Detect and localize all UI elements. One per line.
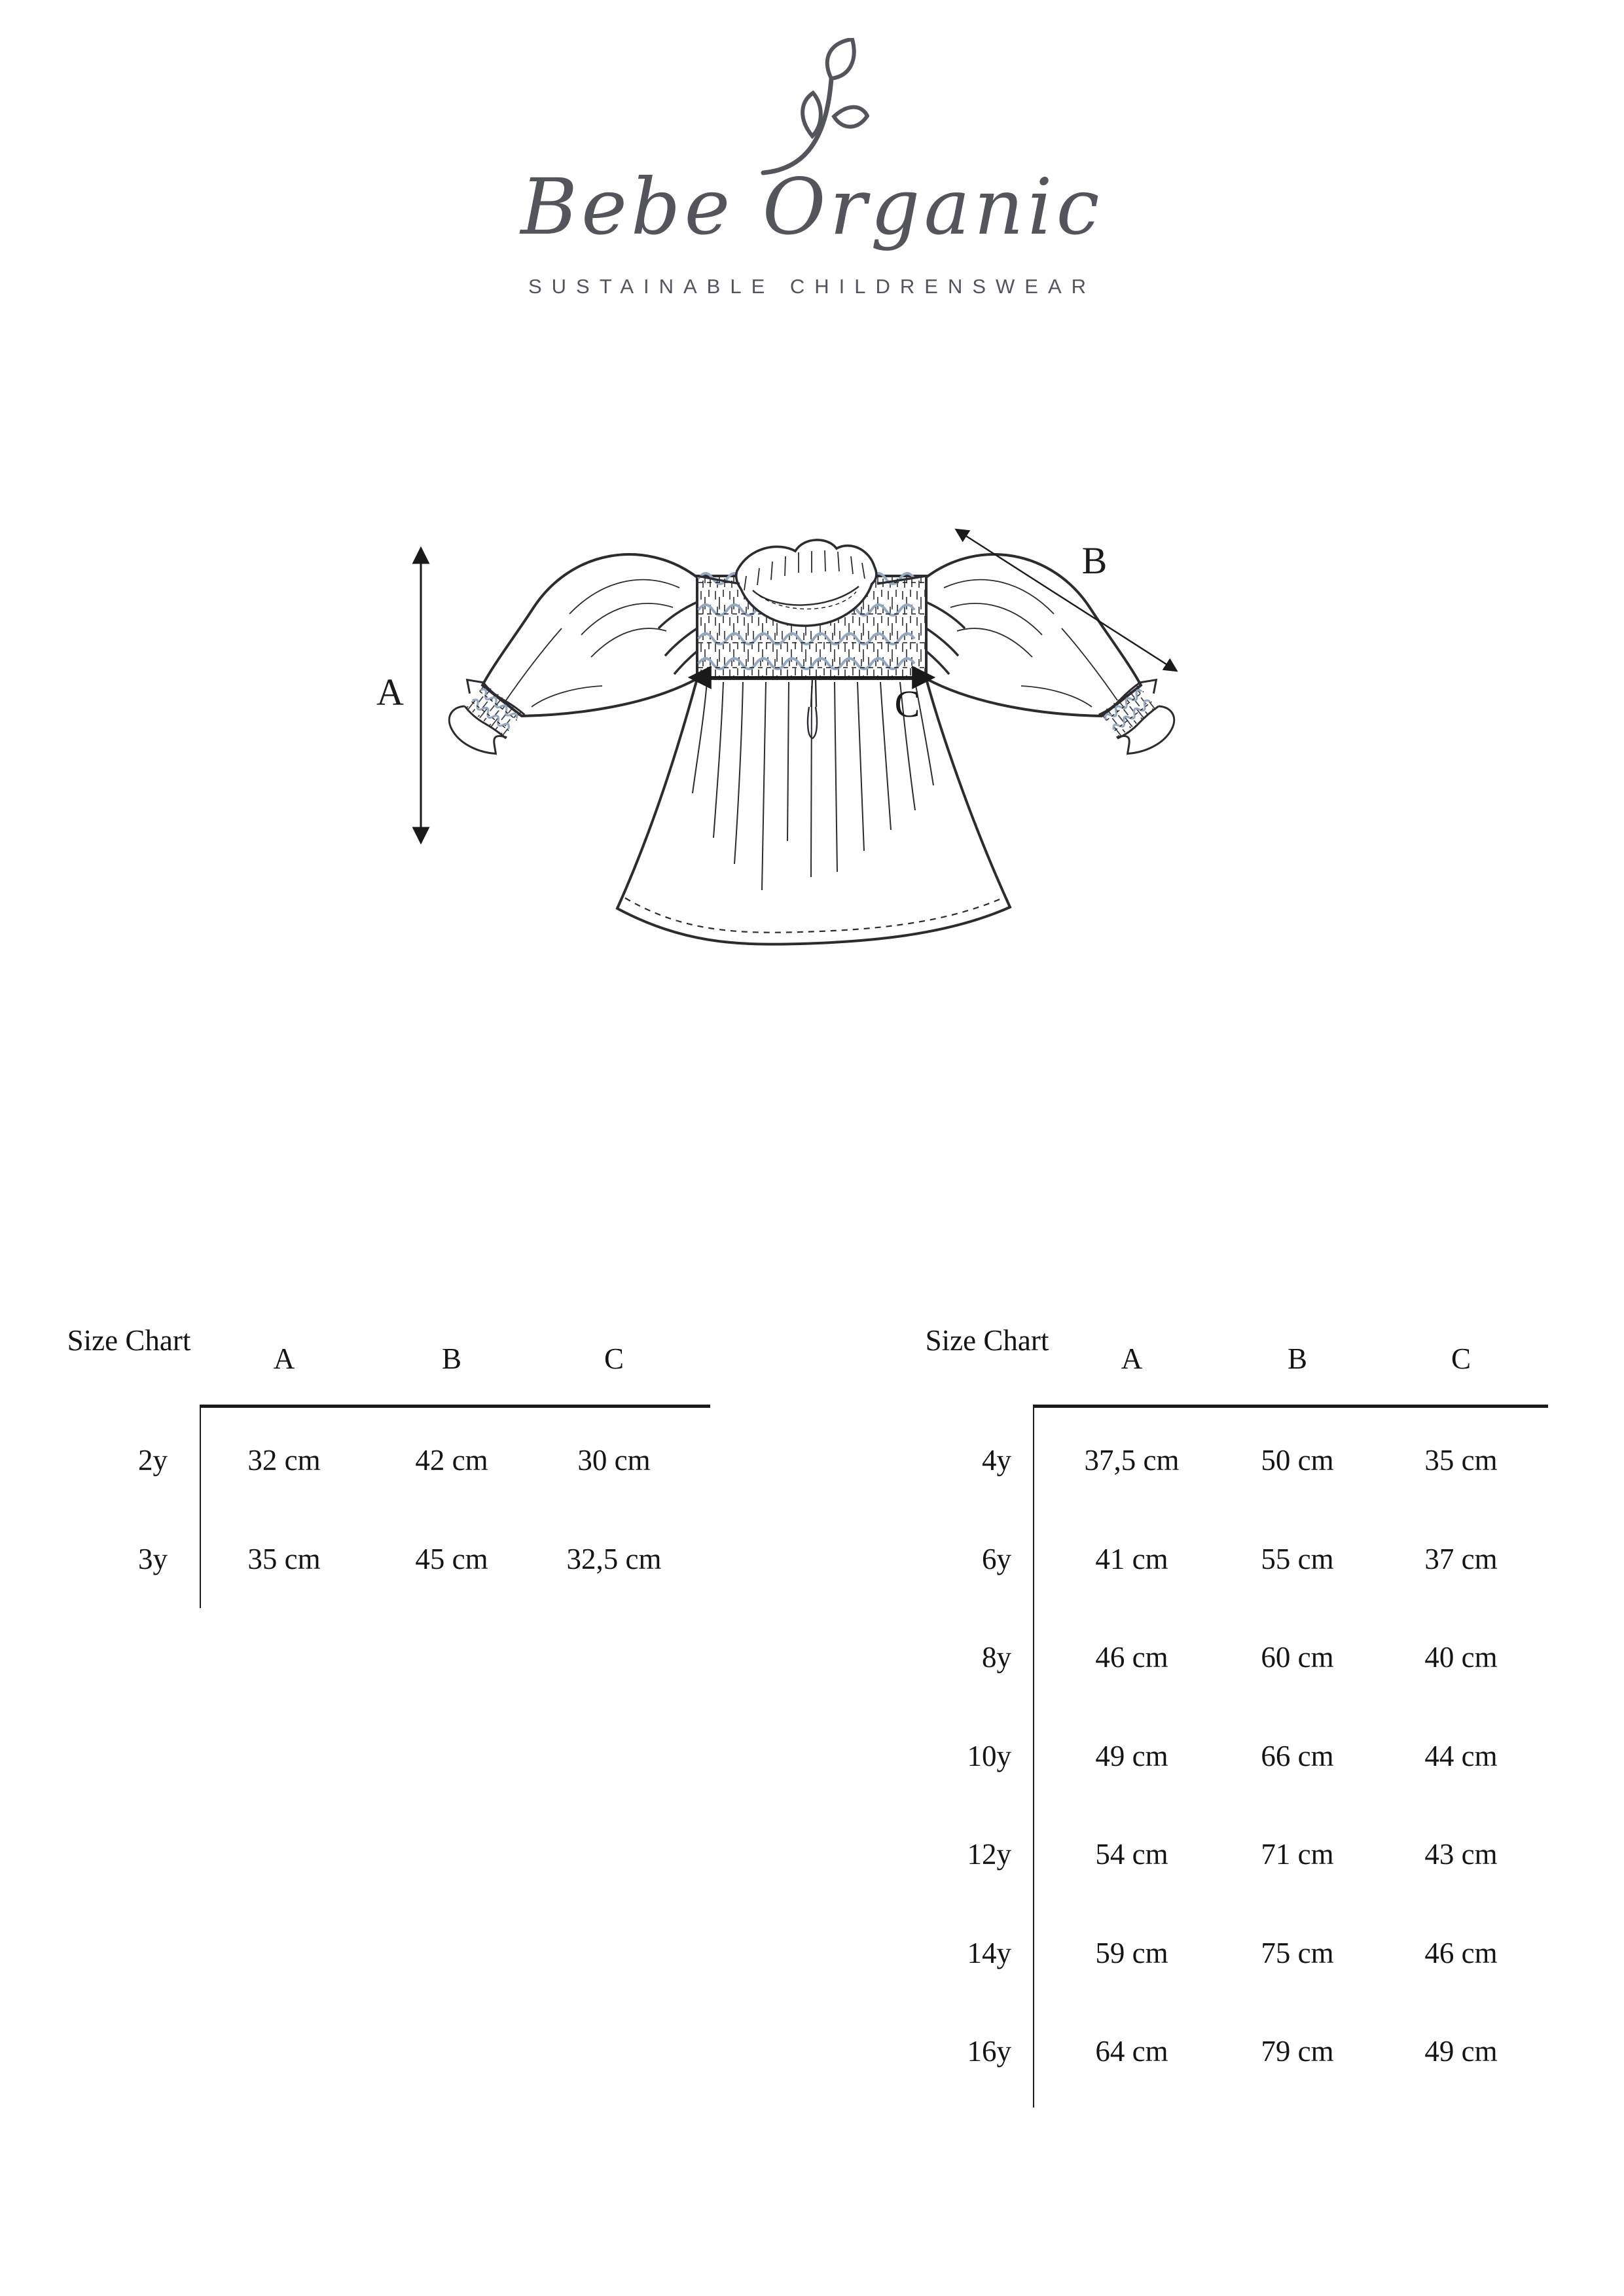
- cell-8y-b: 60 cm: [1261, 1641, 1334, 1674]
- row-label: 3y: [138, 1543, 168, 1575]
- cell-2y-a: 32 cm: [247, 1444, 321, 1477]
- cell-14y-c: 46 cm: [1424, 1937, 1498, 1969]
- cell-4y-b: 50 cm: [1261, 1444, 1334, 1477]
- cell-4y-a: 37,5 cm: [1084, 1444, 1180, 1477]
- row-label: 12y: [967, 1838, 1011, 1871]
- row-label: 10y: [967, 1740, 1011, 1772]
- cell-12y-a: 54 cm: [1095, 1838, 1168, 1871]
- cell-3y-b: 45 cm: [415, 1543, 488, 1575]
- cell-12y-b: 71 cm: [1261, 1838, 1334, 1871]
- cell-12y-c: 43 cm: [1424, 1838, 1498, 1871]
- cell-10y-a: 49 cm: [1095, 1740, 1168, 1772]
- measure-label-a: A: [376, 671, 404, 713]
- measure-label-c: C: [894, 683, 920, 725]
- garment-measurement-diagram: [367, 511, 1198, 956]
- skirt: [617, 679, 1010, 944]
- row-label: 4y: [982, 1444, 1011, 1477]
- cell-8y-a: 46 cm: [1095, 1641, 1168, 1674]
- table-top-rule: [1033, 1405, 1548, 1408]
- table-top-rule: [200, 1405, 710, 1408]
- row-label: 6y: [982, 1543, 1011, 1575]
- cell-2y-b: 42 cm: [415, 1444, 488, 1477]
- table-title: Size Chart: [67, 1324, 191, 1357]
- cell-3y-c: 32,5 cm: [566, 1543, 662, 1575]
- cell-3y-a: 35 cm: [247, 1543, 321, 1575]
- column-header-a: A: [273, 1342, 295, 1375]
- column-header-b: B: [441, 1342, 461, 1375]
- cell-10y-b: 66 cm: [1261, 1740, 1334, 1772]
- table-title: Size Chart: [925, 1324, 1049, 1357]
- column-header-c: C: [1451, 1342, 1471, 1375]
- leaf-branch-icon: [758, 38, 869, 179]
- cell-16y-a: 64 cm: [1095, 2035, 1168, 2068]
- left-sleeve: [435, 554, 697, 762]
- cell-2y-c: 30 cm: [577, 1444, 651, 1477]
- brand-tagline: SUSTAINABLE CHILDRENSWEAR: [528, 275, 1096, 298]
- column-header-c: C: [604, 1342, 624, 1375]
- row-label: 8y: [982, 1641, 1011, 1674]
- cell-6y-b: 55 cm: [1261, 1543, 1334, 1575]
- cell-14y-a: 59 cm: [1095, 1937, 1168, 1969]
- brand-name: Bebe Organic: [520, 162, 1104, 252]
- row-label: 16y: [967, 2035, 1011, 2068]
- table-side-rule: [200, 1405, 201, 1608]
- cell-8y-c: 40 cm: [1424, 1641, 1498, 1674]
- column-header-b: B: [1287, 1342, 1307, 1375]
- cell-6y-a: 41 cm: [1095, 1543, 1168, 1575]
- cell-4y-c: 35 cm: [1424, 1444, 1498, 1477]
- right-sleeve: [926, 554, 1188, 762]
- table-side-rule: [1033, 1405, 1034, 2108]
- cell-10y-c: 44 cm: [1424, 1740, 1498, 1772]
- cell-6y-c: 37 cm: [1424, 1543, 1498, 1575]
- column-header-a: A: [1121, 1342, 1143, 1375]
- row-label: 2y: [138, 1444, 168, 1477]
- row-label: 14y: [967, 1937, 1011, 1969]
- cell-14y-b: 75 cm: [1261, 1937, 1334, 1969]
- cell-16y-c: 49 cm: [1424, 2035, 1498, 2068]
- cell-16y-b: 79 cm: [1261, 2035, 1334, 2068]
- measure-label-b: B: [1081, 539, 1108, 582]
